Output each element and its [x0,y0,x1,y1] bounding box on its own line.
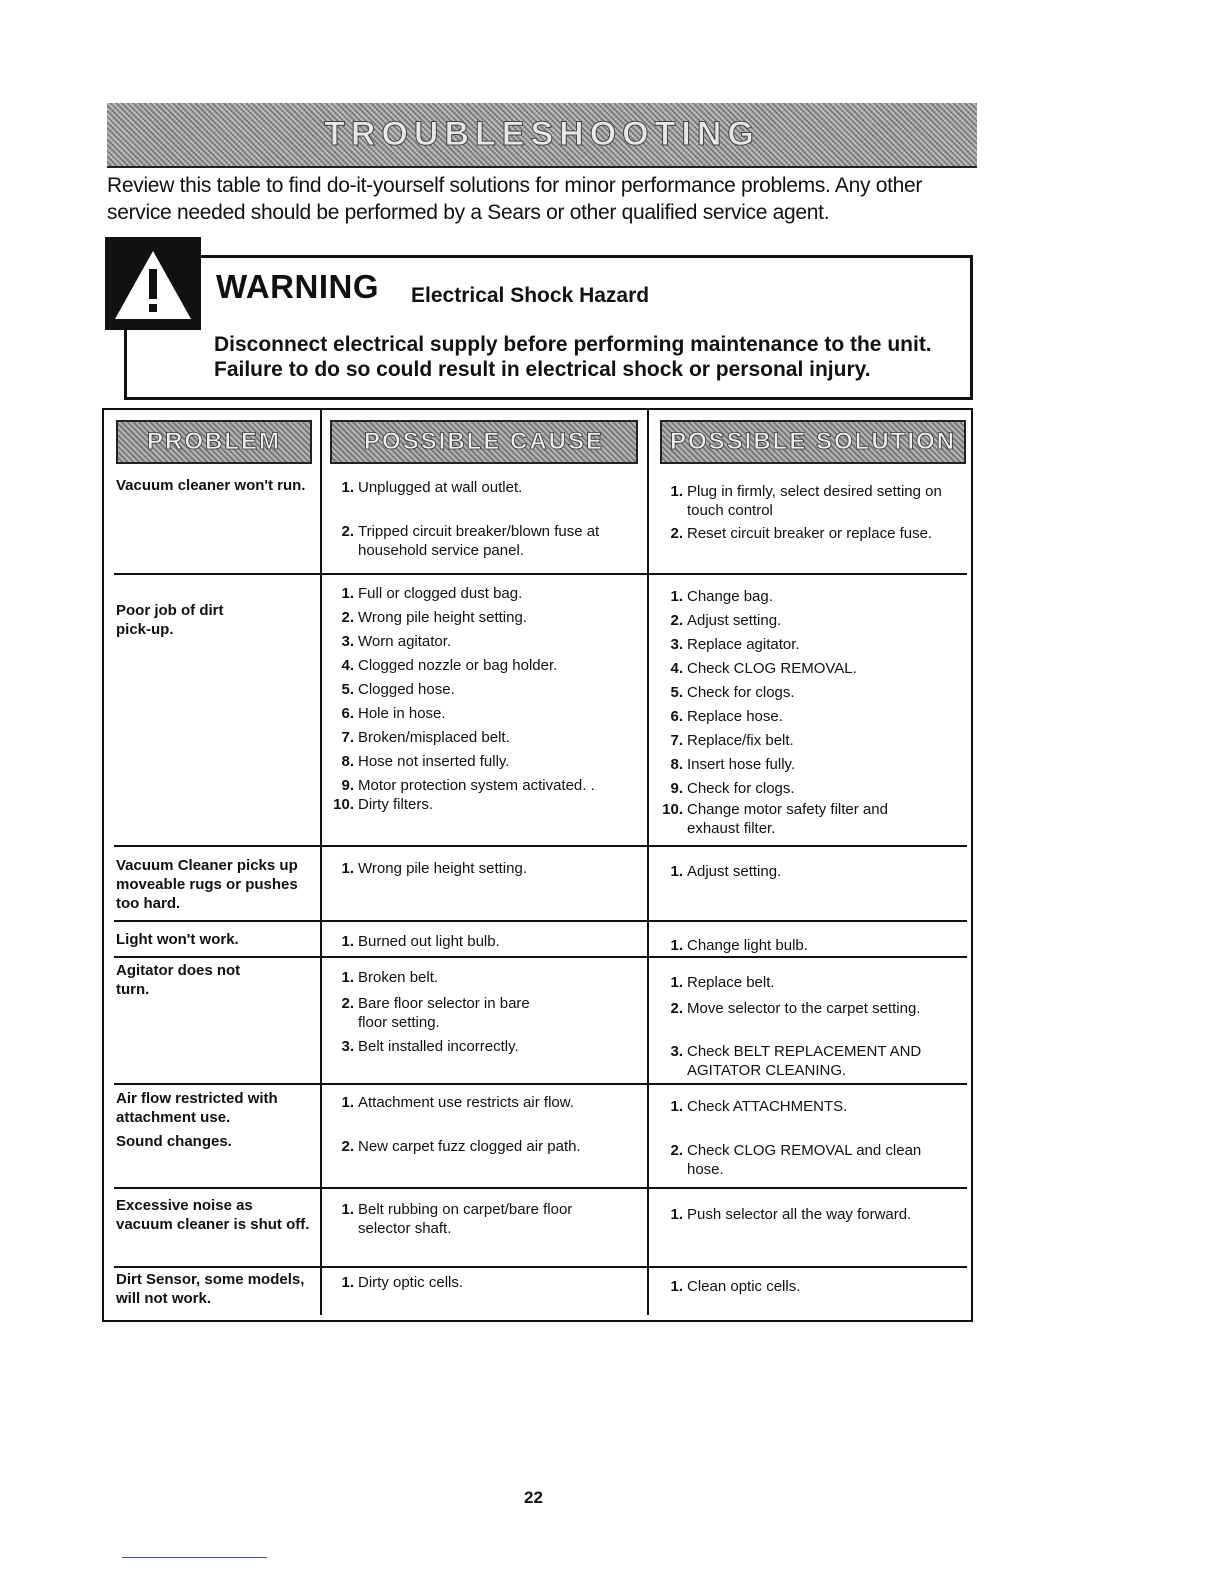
cause-item: 5. Clogged hose. [341,681,455,698]
solution-item: 6. Replace hose. [670,708,783,725]
cause-item: 10. Dirty filters. [333,796,433,813]
cause-item: 8. Hose not inserted fully. [341,753,510,770]
warning-icon-block [105,237,201,330]
warning-subtitle: Electrical Shock Hazard [411,284,650,307]
solution-item: 2. Reset circuit breaker or replace fuse. [670,525,933,542]
footer-rule [122,1557,267,1558]
solution-item: 1. Check ATTACHMENTS. [670,1098,848,1115]
cause-item: 1. Full or clogged dust bag. [341,585,523,602]
section-title: TROUBLESHOOTING [324,115,760,153]
cause-item: 4. Clogged nozzle or bag holder. [341,657,558,674]
solution-item: 1. Replace belt. [670,974,775,991]
solution-item: 1. Adjust setting. [670,863,782,880]
row-divider [114,1083,967,1085]
column-divider [320,410,322,1315]
header-solution: POSSIBLE SOLUTION [660,420,966,464]
solution-item: 2. Adjust setting. [670,612,782,629]
problem-cell: Vacuum cleaner won't run. [116,477,306,494]
problem-cell: Excessive noise as vacuum cleaner is shut off. [116,1197,310,1233]
solution-item: 10. Change motor safety filter and exhaust filter. [662,801,888,837]
solution-item: 3. Replace agitator. [670,636,800,653]
warning-title: WARNING [216,268,379,305]
page-number: 22 [524,1488,543,1507]
cause-item: 1. Unplugged at wall outlet. [341,479,523,496]
cause-item: 1. Burned out light bulb. [341,933,500,950]
solution-item: 2. Check CLOG REMOVAL and clean hose. [670,1142,922,1178]
warning-triangle-icon [111,247,195,323]
row-divider [114,1266,967,1268]
problem-cell: Air flow restricted with attachment use. [116,1090,278,1126]
cause-item: 3. Belt installed incorrectly. [341,1038,519,1055]
warning-body: Disconnect electrical supply before performing maintenance to the unit. Failure to do so could result in electrical shock or personal injury. [214,333,932,381]
cause-item: 1. Belt rubbing on carpet/bare floor selector shaft. [341,1201,573,1237]
cause-item: 3. Worn agitator. [341,633,452,650]
problem-cell: Vacuum Cleaner picks up moveable rugs or pushes too hard. [116,857,298,912]
cause-item: 1. Dirty optic cells. [341,1274,464,1291]
solution-item: 5. Check for clogs. [670,684,795,701]
header-cause: POSSIBLE CAUSE [330,420,638,464]
solution-item: 1. Push selector all the way forward. [670,1206,912,1223]
row-divider [114,956,967,958]
section-banner [107,103,977,168]
row-divider [114,573,967,575]
header-problem: PROBLEM [116,420,312,464]
cause-item: 2. Tripped circuit breaker/blown fuse at household service panel. [341,523,600,559]
solution-item: 1. Change bag. [670,588,773,605]
cause-item: 2. Wrong pile height setting. [341,609,527,626]
problem-cell: Dirt Sensor, some models, will not work. [116,1271,305,1307]
cause-item: 2. New carpet fuzz clogged air path. [341,1138,581,1155]
solution-item: 7. Replace/fix belt. [670,732,794,749]
cause-item: 2. Bare floor selector in bare floor setting. [341,995,530,1031]
cause-item: 6. Hole in hose. [341,705,446,722]
cause-item: 1. Broken belt. [341,969,439,986]
row-divider [114,920,967,922]
solution-item: 2. Move selector to the carpet setting. [670,1000,921,1017]
solution-item: 9. Check for clogs. [670,780,795,797]
problem-cell: Light won't work. [116,931,239,948]
solution-item: 1. Plug in firmly, select desired setting on touch control [670,483,942,519]
row-divider [114,845,967,847]
cause-item: 1. Attachment use restricts air flow. [341,1094,574,1111]
cause-item: 7. Broken/misplaced belt. [341,729,510,746]
intro-text: Review this table to find do-it-yourself solutions for minor performance problems. Any other service needed should be performed by a Sears or other qualified service agent. [107,174,923,224]
solution-item: 1. Change light bulb. [670,937,808,954]
solution-item: 4. Check CLOG REMOVAL. [670,660,857,677]
solution-item: 8. Insert hose fully. [670,756,796,773]
solution-item: 1. Clean optic cells. [670,1278,801,1295]
cause-item: 9. Motor protection system activated. . [341,777,595,794]
row-divider [114,1187,967,1189]
column-divider [647,410,649,1315]
problem-cell: Sound changes. [116,1133,232,1150]
problem-cell: Poor job of dirt pick-up. [116,602,224,638]
problem-cell: Agitator does not turn. [116,962,241,998]
cause-item: 1. Wrong pile height setting. [341,860,527,877]
solution-item: 3. Check BELT REPLACEMENT AND AGITATOR CLEANING. [670,1043,922,1079]
